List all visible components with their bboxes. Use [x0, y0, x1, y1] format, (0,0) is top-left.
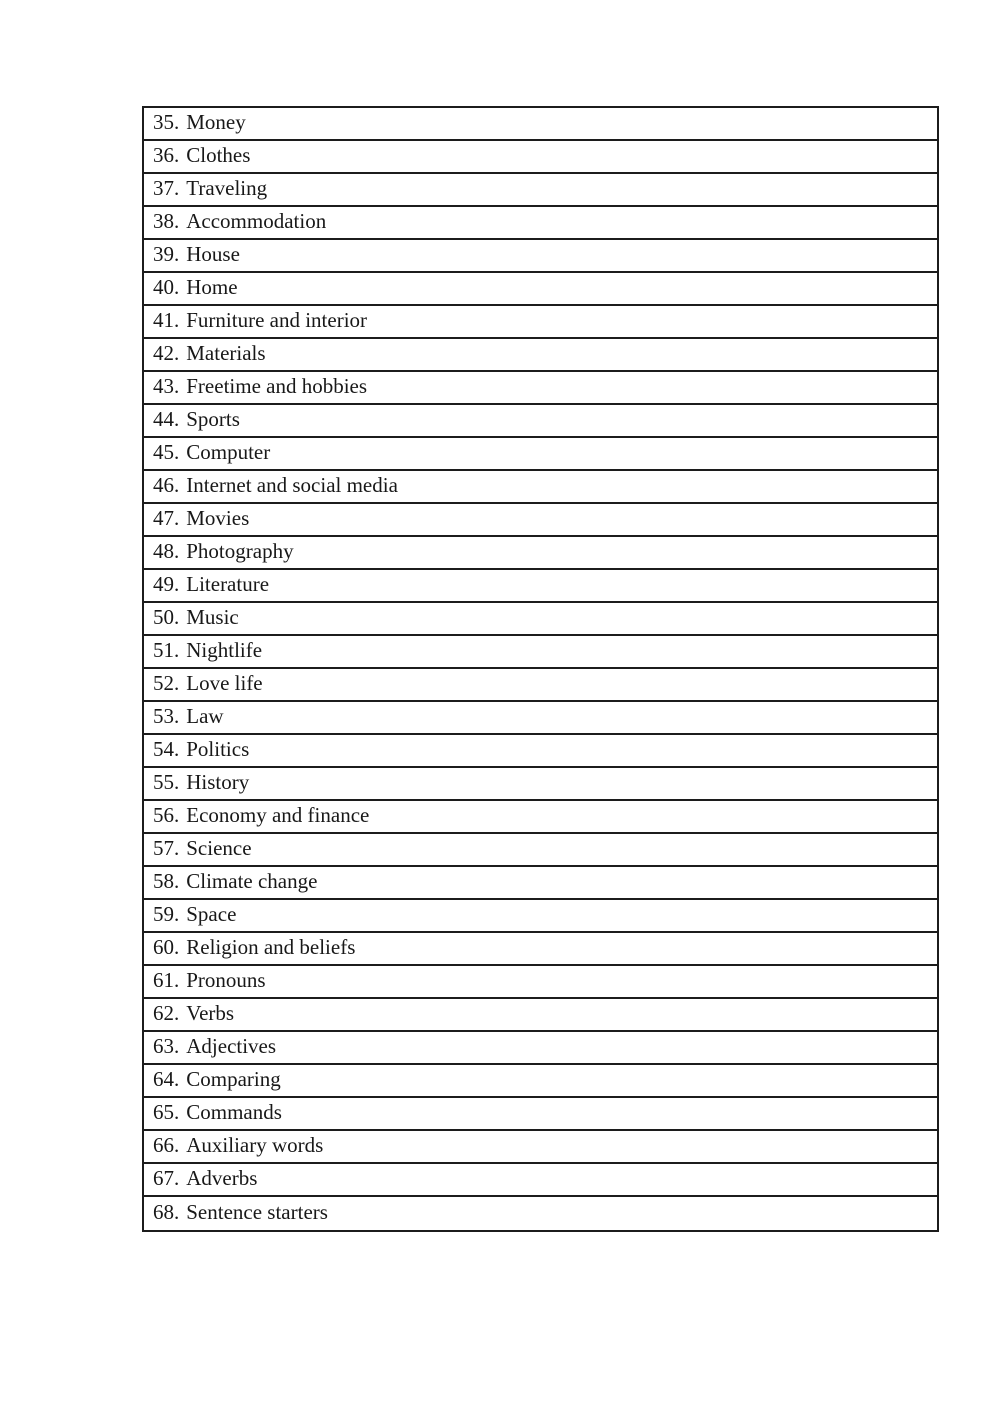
row-label: Photography — [186, 538, 294, 563]
table-row — [144, 933, 937, 966]
table-row — [144, 669, 937, 702]
row-label: Auxiliary words — [186, 1132, 324, 1157]
table-row — [144, 240, 937, 273]
row-label: Space — [186, 901, 237, 926]
row-label: Money — [186, 109, 246, 134]
row-number: 66. — [153, 1132, 180, 1157]
row-label: Materials — [186, 340, 266, 365]
row-number: 41. — [153, 307, 180, 332]
row-number: 55. — [153, 769, 180, 794]
row-label: Internet and social media — [186, 472, 398, 497]
row-label: Nightlife — [186, 637, 263, 662]
table-row — [144, 273, 937, 306]
row-number: 64. — [153, 1066, 180, 1091]
table-row — [144, 108, 937, 141]
table-row — [144, 537, 937, 570]
row-label: Clothes — [186, 142, 251, 167]
table-row — [144, 438, 937, 471]
row-label: History — [186, 769, 250, 794]
row-number: 50. — [153, 604, 180, 629]
row-label: Sentence starters — [186, 1199, 328, 1224]
row-number: 58. — [153, 868, 180, 893]
row-number: 57. — [153, 835, 180, 860]
row-label: Science — [186, 835, 252, 860]
row-label: Literature — [186, 571, 270, 596]
table-row — [144, 306, 937, 339]
table-row — [144, 339, 937, 372]
table-row — [144, 174, 937, 207]
row-number: 48. — [153, 538, 180, 563]
row-label: Commands — [186, 1099, 282, 1124]
table-row — [144, 768, 937, 801]
table-row — [144, 900, 937, 933]
row-number: 68. — [153, 1199, 180, 1224]
table-row — [144, 834, 937, 867]
row-number: 37. — [153, 175, 180, 200]
row-label: Accommodation — [186, 208, 327, 233]
table-row — [144, 1032, 937, 1065]
row-number: 44. — [153, 406, 180, 431]
table-row — [144, 1131, 937, 1164]
table-row — [144, 471, 937, 504]
row-label: Religion and beliefs — [186, 934, 356, 959]
table-row — [144, 801, 937, 834]
topics-table — [142, 106, 939, 1232]
row-label: Movies — [186, 505, 250, 530]
table-row — [144, 1098, 937, 1131]
row-number: 40. — [153, 274, 180, 299]
row-number: 42. — [153, 340, 180, 365]
row-label: Computer — [186, 439, 271, 464]
table-row — [144, 867, 937, 900]
row-label: Economy and finance — [186, 802, 370, 827]
row-label: Law — [186, 703, 224, 728]
table-row — [144, 504, 937, 537]
table-row — [144, 636, 937, 669]
row-label: Love life — [186, 670, 263, 695]
table-row — [144, 735, 937, 768]
row-label: Climate change — [186, 868, 318, 893]
row-number: 52. — [153, 670, 180, 695]
row-label: Politics — [186, 736, 250, 761]
table-row — [144, 999, 937, 1032]
row-number: 38. — [153, 208, 180, 233]
row-number: 56. — [153, 802, 180, 827]
row-label: Home — [186, 274, 238, 299]
row-label: Music — [186, 604, 239, 629]
row-number: 39. — [153, 241, 180, 266]
row-label: Verbs — [186, 1000, 235, 1025]
row-label: House — [186, 241, 240, 266]
row-number: 43. — [153, 373, 180, 398]
row-number: 51. — [153, 637, 180, 662]
row-label: Traveling — [186, 175, 268, 200]
row-label: Freetime and hobbies — [186, 373, 368, 398]
row-number: 54. — [153, 736, 180, 761]
row-number: 35. — [153, 109, 180, 134]
table-row — [144, 405, 937, 438]
row-label: Furniture and interior — [186, 307, 368, 332]
table-row — [144, 207, 937, 240]
row-number: 46. — [153, 472, 180, 497]
table-row — [144, 141, 937, 174]
row-number: 62. — [153, 1000, 180, 1025]
row-number: 61. — [153, 967, 180, 992]
row-number: 65. — [153, 1099, 180, 1124]
row-number: 59. — [153, 901, 180, 926]
table-row — [144, 1065, 937, 1098]
row-label: Sports — [186, 406, 240, 431]
row-number: 63. — [153, 1033, 180, 1058]
row-number: 53. — [153, 703, 180, 728]
table-row — [144, 966, 937, 999]
table-row — [144, 1197, 937, 1230]
row-number: 49. — [153, 571, 180, 596]
row-number: 60. — [153, 934, 180, 959]
table-row — [144, 1164, 937, 1197]
row-number: 36. — [153, 142, 180, 167]
row-number: 45. — [153, 439, 180, 464]
row-label: Comparing — [186, 1066, 281, 1091]
table-row — [144, 603, 937, 636]
table-row — [144, 570, 937, 603]
row-number: 67. — [153, 1165, 180, 1190]
row-label: Adverbs — [186, 1165, 258, 1190]
row-label: Pronouns — [186, 967, 266, 992]
table-row — [144, 702, 937, 735]
row-label: Adjectives — [186, 1033, 277, 1058]
row-number: 47. — [153, 505, 180, 530]
table-row — [144, 372, 937, 405]
